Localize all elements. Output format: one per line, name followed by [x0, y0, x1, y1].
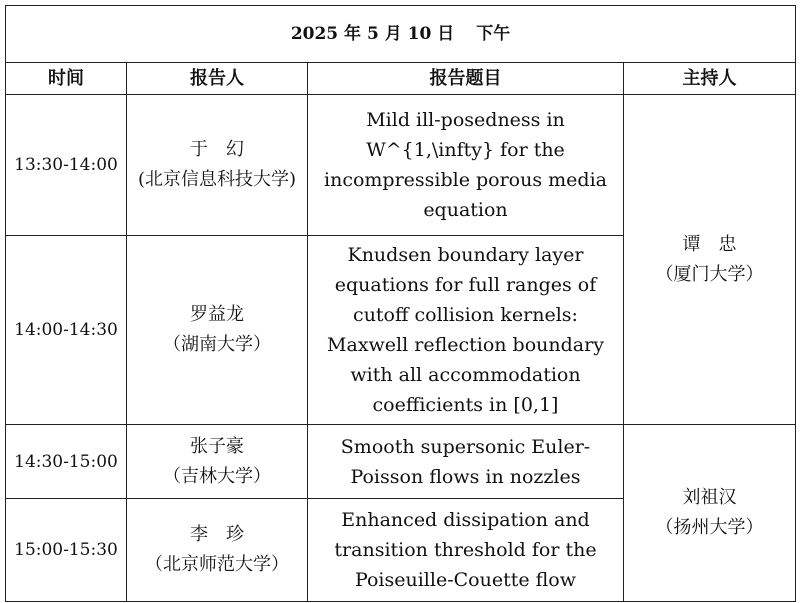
talk-time: 14:00-14:30	[6, 236, 127, 425]
speaker-affiliation: (北京信息科技大学)	[137, 169, 297, 190]
talk-time: 15:00-15:30	[6, 499, 127, 602]
speaker-name: 于 幻	[190, 139, 244, 160]
chair-cell	[624, 95, 796, 425]
column-header-time: 时间	[6, 63, 127, 95]
chair-cell	[624, 425, 796, 602]
talk-title: Mild ill-posedness in W^{1,\infty} for the incompressible porous media equation	[308, 95, 624, 236]
table-row	[6, 425, 796, 499]
schedule-table	[5, 5, 796, 602]
chair-affiliation: （厦门大学）	[655, 263, 764, 285]
speaker-cell	[127, 236, 308, 425]
speaker-name: 张子豪	[190, 435, 244, 457]
talk-title: Enhanced dissipation and transition threshold for the Poiseuille-Couette flow	[308, 499, 624, 602]
column-header-row	[6, 63, 796, 95]
chair-name: 谭 忠	[682, 233, 737, 255]
table-row	[6, 95, 796, 236]
chair-name: 刘祖汉	[682, 487, 737, 508]
speaker-affiliation: （吉林大学）	[163, 465, 271, 487]
column-header-speaker: 报告人	[127, 63, 308, 95]
chair-affiliation: （扬州大学）	[655, 517, 764, 538]
speaker-name: 罗益龙	[190, 304, 244, 325]
column-header-title: 报告题目	[308, 63, 624, 95]
talk-title: Knudsen boundary layer equations for full ranges of cutoff collision kernels: Maxwell reflection boundary with all accommodation coefficients in [0,1]	[308, 236, 624, 425]
date-header-cell	[6, 6, 796, 63]
speaker-cell	[127, 95, 308, 236]
talk-time: 13:30-14:00	[6, 95, 127, 236]
session-date: 2025 年 5 月 10 日	[290, 24, 455, 44]
session-period: 下午	[476, 24, 511, 44]
column-header-chair: 主持人	[624, 63, 796, 95]
speaker-cell	[127, 425, 308, 499]
talk-title: Smooth supersonic Euler-Poisson flows in nozzles	[308, 425, 624, 499]
speaker-cell	[127, 499, 308, 602]
talk-time: 14:30-15:00	[6, 425, 127, 499]
speaker-name: 李 珍	[190, 524, 244, 545]
date-header-row	[6, 6, 796, 63]
speaker-affiliation: （北京师范大学）	[145, 554, 289, 575]
speaker-affiliation: （湖南大学）	[163, 334, 271, 355]
